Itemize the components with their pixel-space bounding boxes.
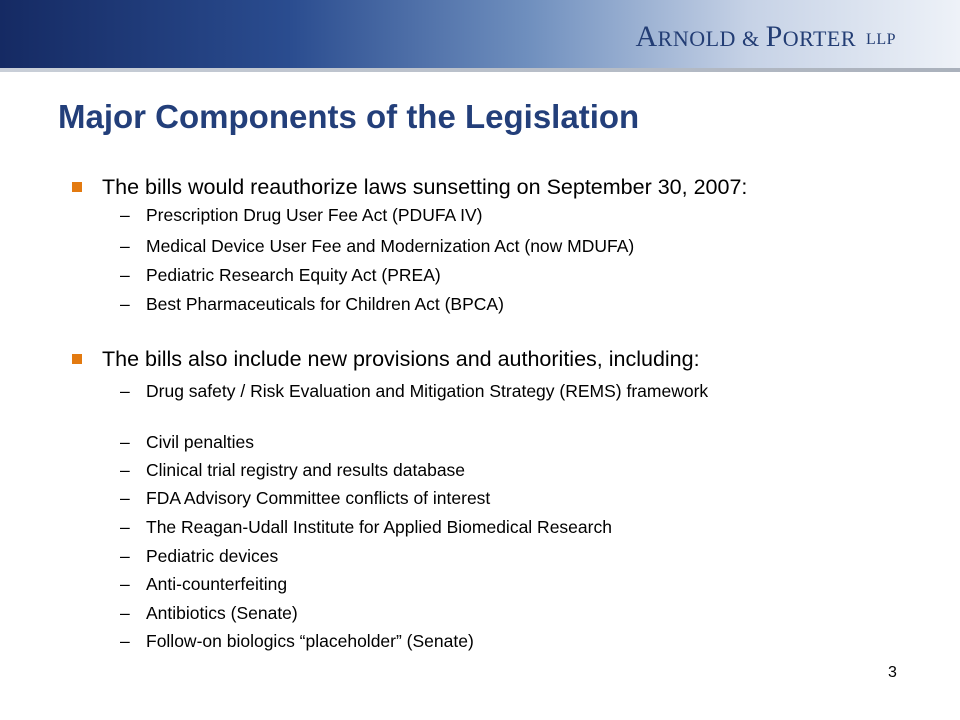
dash-icon: –: [120, 294, 130, 314]
dash-icon: –: [120, 631, 130, 651]
list-item: – The Reagan-Udall Institute for Applied Biomedical Research: [120, 517, 612, 537]
dash-icon: –: [120, 432, 130, 452]
section-heading: [102, 175, 747, 200]
list-item: – Clinical trial registry and results database: [120, 460, 466, 480]
section-heading-text: The bills also include new provisions and authorities, including:: [102, 347, 700, 371]
dash-icon: –: [120, 236, 130, 256]
square-bullet-icon: [72, 182, 82, 192]
list-item: – Best Pharmaceuticals for Children Act (BPCA): [120, 294, 504, 314]
list-item: – Pediatric Research Equity Act (PREA): [120, 265, 441, 285]
list-item: – FDA Advisory Committee conflicts of interest: [120, 488, 491, 508]
dash-icon: –: [120, 205, 130, 225]
list-item: – Anti-counterfeiting: [120, 574, 288, 594]
list-item: – Medical Device User Fee and Modernization Act (now MDUFA): [120, 236, 635, 256]
dash-icon: –: [120, 603, 130, 623]
dash-icon: –: [120, 546, 130, 566]
firm-logo: A RNOLD & P ORTER LLP: [635, 20, 896, 53]
slide-number: 3: [888, 664, 897, 681]
dash-icon: –: [120, 460, 130, 480]
list-item: – Antibiotics (Senate): [120, 603, 298, 623]
header-rule: [0, 68, 960, 72]
list-item: – Civil penalties: [120, 432, 254, 452]
page-title: Major Components of the Legislation: [58, 98, 640, 135]
square-bullet-icon: [72, 354, 82, 364]
dash-icon: –: [120, 517, 130, 537]
list-item: – Drug safety / Risk Evaluation and Mitigation Strategy (REMS) framework: [120, 381, 709, 401]
dash-icon: –: [120, 265, 130, 285]
list-item: – Pediatric devices: [120, 546, 279, 566]
dash-icon: –: [120, 574, 130, 594]
list-item: – Follow-on biologics “placeholder” (Senate): [120, 631, 474, 651]
section-heading-text: The bills would reauthorize laws sunsetting on September 30, 2007:: [102, 175, 748, 199]
section-heading: [102, 347, 700, 372]
list-item: – Prescription Drug User Fee Act (PDUFA IV): [120, 205, 483, 225]
dash-icon: –: [120, 488, 130, 508]
dash-icon: –: [120, 381, 130, 401]
